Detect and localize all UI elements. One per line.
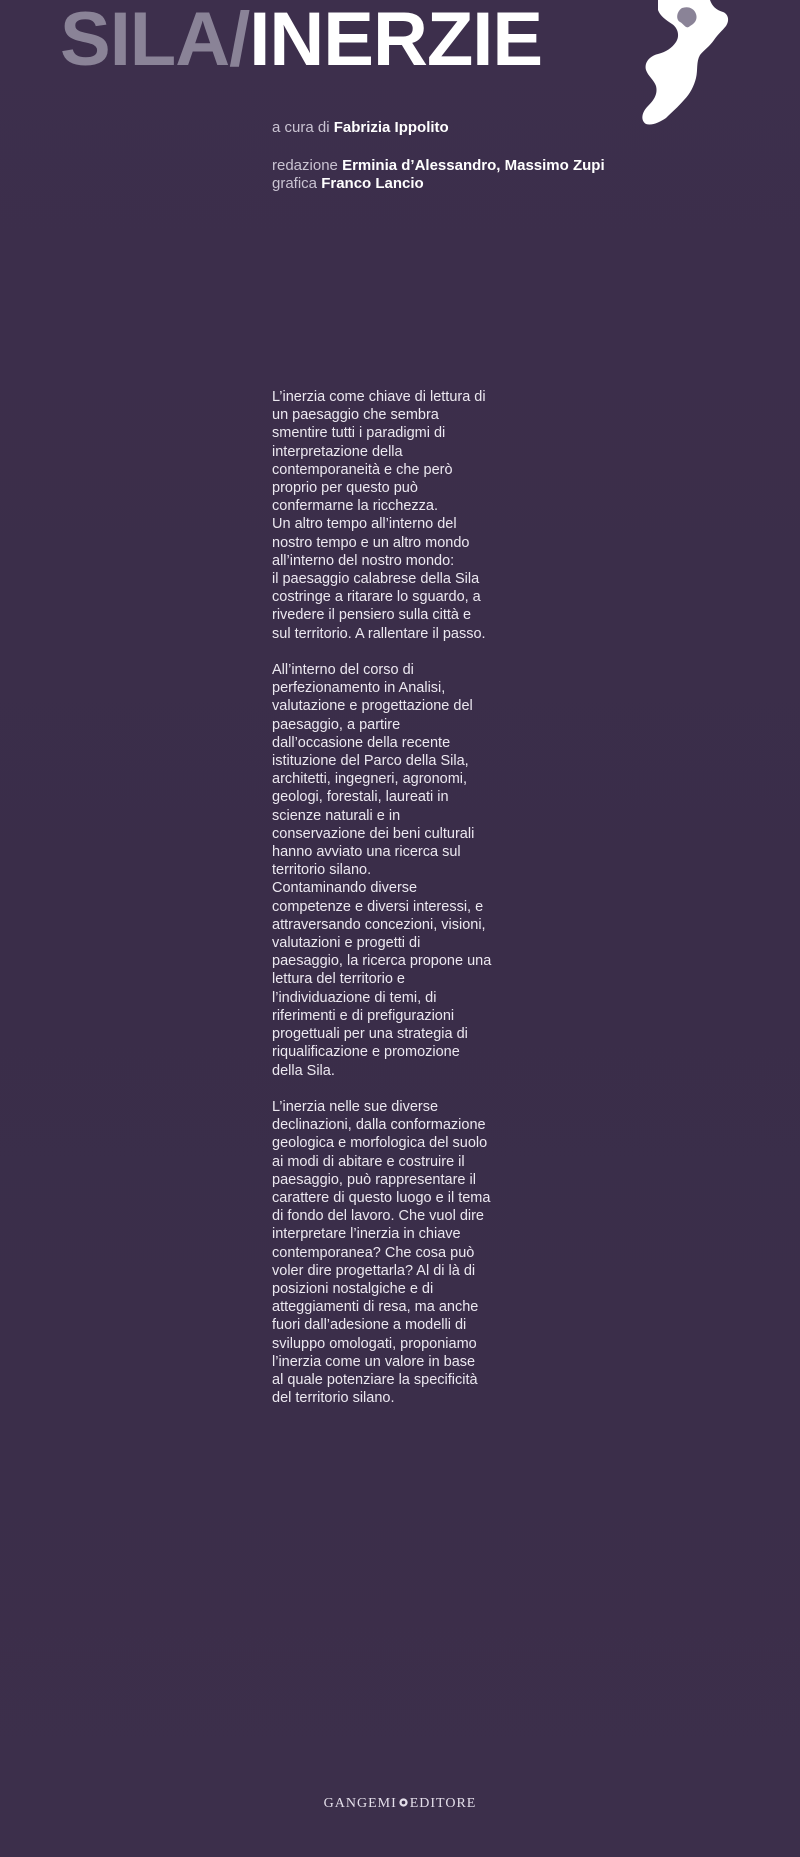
paragraph [272,661,512,1080]
text-line: della Sila. [272,1062,335,1079]
text-line: lettura del territorio e [272,971,405,988]
publisher-logo [0,1796,800,1812]
text-line: declinazioni, dalla conformazione [272,1117,486,1134]
text-line: geologica e morfologica del suolo [272,1135,488,1152]
text-line: paesaggio, la ricerca propone una [272,953,492,970]
text-line: istituzione del Parco della Sila, [272,753,469,770]
curator-name: Fabrizia Ippolito [333,119,449,136]
text-line: fuori dall’adesione a modelli di [272,1317,467,1334]
graphics-credit [272,175,424,193]
text-line: conservazione dei beni culturali [272,825,475,842]
text-line: architetti, ingegneri, agronomi, [272,771,468,788]
text-line: hanno avviato una ricerca sul [272,844,461,861]
editorial-label: redazione [272,157,343,174]
text-line: scienze naturali e in [272,807,401,824]
text-line: All’interno del corso di [272,662,414,679]
text-line: costringe a ritarare lo sguardo, a [272,589,481,606]
text-line: riferimenti e di prefigurazioni [272,1007,455,1024]
publisher-name-part2: EDITORE [409,1796,477,1811]
text-line: perfezionamento in Analisi, [272,680,446,697]
text-line: L’inerzia nelle sue diverse [272,1098,439,1115]
description-text [272,388,512,1426]
curator-label: a cura di [272,119,334,136]
text-line: posizioni nostalgiche e di [272,1280,434,1297]
paragraph [272,1098,512,1407]
text-line: attraversando concezioni, visioni, [272,916,486,933]
text-line: sviluppo omologati, proponiamo [272,1335,477,1352]
curator-credit [272,119,449,137]
calabria-map-icon [638,0,730,128]
editorial-names: Erminia d’Alessandro, Massimo Zupi [342,157,605,174]
text-line: carattere di questo luogo e il tema [272,1189,491,1206]
text-line: un paesaggio che sembra [272,407,439,424]
title-inerzie: INERZIE [249,0,543,82]
text-line: riqualificazione e promozione [272,1044,460,1061]
text-line: Un altro tempo all’interno del [272,516,457,533]
text-line: il paesaggio calabrese della Sila [272,571,480,588]
text-line: contemporanea? Che cosa può [272,1244,475,1261]
text-line: nostro tempo e un altro mondo [272,534,470,551]
text-line: di fondo del lavoro. Che vuol dire [272,1208,484,1225]
text-line: del territorio silano. [272,1390,395,1407]
text-line: interpretazione della [272,443,403,460]
publisher-emblem-icon [398,1797,409,1808]
text-line: paesaggio, a partire [272,716,401,733]
text-line: geologi, forestali, laureati in [272,789,449,806]
text-line: valutazioni e progetti di [272,935,421,952]
text-line: progettuali per una strategia di [272,1026,468,1043]
title-separator: / [229,0,250,82]
paragraph [272,388,512,643]
publisher-name-part1: GANGEMI [323,1796,397,1811]
text-line: ai modi di abitare e costruire il [272,1153,465,1170]
text-line: paesaggio, può rappresentare il [272,1171,476,1188]
text-line: competenze e diversi interessi, e [272,898,484,915]
text-line: al quale potenziare la specificità [272,1371,478,1388]
text-line: voler dire progettarla? Al di là di [272,1262,476,1279]
text-line: valutazione e progettazione del [272,698,473,715]
text-line: atteggiamenti di resa, ma anche [272,1299,479,1316]
text-line: territorio silano. [272,862,372,879]
graphics-label: grafica [272,175,322,192]
cover-title [60,0,543,82]
graphics-name: Franco Lancio [321,175,424,192]
text-line: dall’occasione della recente [272,734,451,751]
text-line: interpretare l’inerzia in chiave [272,1226,461,1243]
text-line: rivedere il pensiero sulla città e [272,607,472,624]
editorial-credit [272,157,605,175]
text-line: Contaminando diverse [272,880,418,897]
text-line: proprio per questo può [272,480,418,497]
text-line: l’individuazione di temi, di [272,989,437,1006]
text-line: contemporaneità e che però [272,461,453,478]
text-line: all’interno del nostro mondo: [272,552,455,569]
text-line: l’inerzia come un valore in base [272,1353,476,1370]
title-sila: SILA [60,0,230,82]
text-line: confermarne la ricchezza. [272,498,439,515]
text-line: sul territorio. A rallentare il passo. [272,625,486,642]
text-line: L’inerzia come chiave di lettura di [272,389,486,405]
text-line: smentire tutti i paradigmi di [272,425,446,442]
